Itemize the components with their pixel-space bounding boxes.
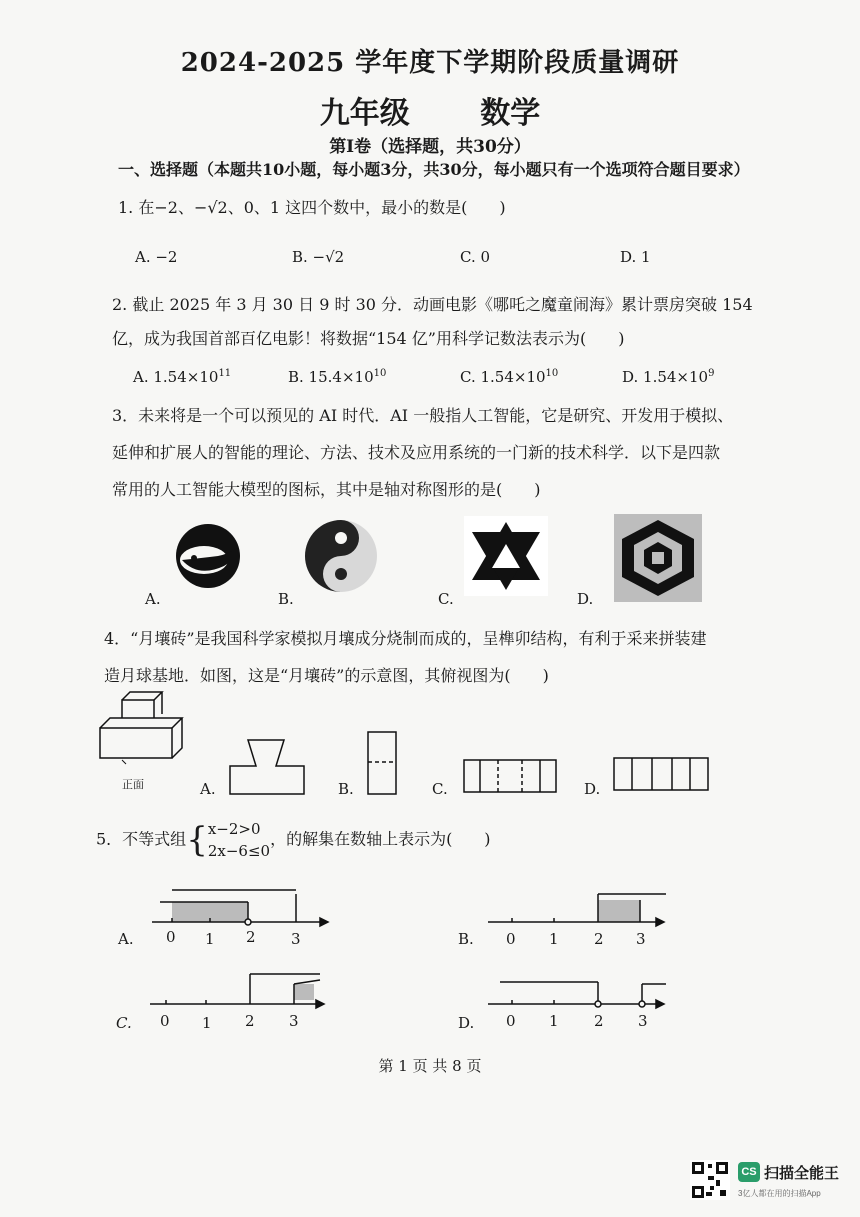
volume-heading: 第Ⅰ卷（选择题，共30分） <box>329 137 531 157</box>
subject-label: 数学 <box>480 96 541 131</box>
q1-option-b: B. −√2 <box>292 248 345 266</box>
q5-a-tick-1: 1 <box>205 930 215 948</box>
q2-option-d-base: D. 1.54×10 <box>622 368 709 386</box>
whale-logo-icon <box>168 520 248 590</box>
q2-option-c-base: C. 1.54×10 <box>460 368 546 386</box>
q3-option-a: A. <box>145 590 161 608</box>
moon-brick-figure <box>96 688 196 768</box>
q5-d-tick-3: 3 <box>638 1012 648 1030</box>
q5-c-tick-1: 1 <box>202 1014 212 1032</box>
q4-option-c: C. <box>432 780 448 798</box>
q5-d-tick-0: 0 <box>506 1012 516 1030</box>
q5-b-tick-0: 0 <box>506 930 516 948</box>
q4-option-a: A. <box>200 780 216 798</box>
exam-title: 2024-2025 学年度下学期阶段质量调研 <box>180 48 680 78</box>
q1-option-c: C. 0 <box>460 248 491 266</box>
q2-option-b-base: B. 15.4×10 <box>288 368 374 386</box>
q4-option-d: D. <box>584 780 601 798</box>
q1-stem-sqrt: −√2 <box>193 198 228 217</box>
camscanner-tagline: 3亿人都在用的扫描App <box>738 1189 821 1198</box>
qr-code-icon <box>690 1160 730 1200</box>
q3-option-c: C. <box>438 590 454 608</box>
question-3-line-3: 常用的人工智能大模型的图标，其中是轴对称图形的是( ) <box>112 480 541 499</box>
page-footer: 第 1 页 共 8 页 <box>378 1057 482 1075</box>
q1-stem-part-a: 1. 在−2、 <box>118 198 194 217</box>
camscanner-name: 扫描全能王 <box>764 1165 840 1182</box>
q5-d-tick-1: 1 <box>549 1012 559 1030</box>
q5-option-c: C. <box>116 1014 132 1032</box>
q5-option-c-numberline <box>148 966 328 1010</box>
q2-option-c <box>460 368 558 386</box>
question-1-stem <box>118 195 506 218</box>
q5-d-tick-2: 2 <box>594 1012 604 1030</box>
question-4-line-2: 造月球基地．如图，这是“月壤砖”的示意图，其俯视图为( ) <box>104 666 549 685</box>
q4-option-c-figure <box>462 758 558 794</box>
q2-option-a-exp: 11 <box>218 368 232 379</box>
q5-b-tick-3: 3 <box>636 930 646 948</box>
q2-option-b-exp: 10 <box>373 368 387 379</box>
q2-option-b <box>288 368 386 386</box>
question-2-line-2: 亿，成为我国首部百亿电影！将数据“154 亿”用科学记数法表示为( ) <box>112 329 625 348</box>
q3-option-d: D. <box>577 590 594 608</box>
q5-stem-part-a: 5．不等式组 <box>96 829 187 849</box>
q4-option-d-figure <box>612 756 710 792</box>
q1-option-a: A. −2 <box>135 248 178 266</box>
q5-stem-part-b: ，的解集在数轴上表示为( ) <box>270 829 491 849</box>
q5-option-b-numberline <box>486 884 666 928</box>
q5-c-tick-2: 2 <box>245 1012 255 1030</box>
q4-option-b-figure <box>366 730 398 796</box>
q5-option-b: B. <box>458 930 474 948</box>
q5-option-d-numberline <box>486 970 666 1014</box>
section-heading: 一、选择题（本题共10小题，每小题3分，共30分，每小题只有一个选项符合题目要求） <box>118 160 750 179</box>
q4-option-a-figure <box>228 738 308 798</box>
hexagram-logo-icon <box>464 516 548 596</box>
q4-option-b: B. <box>338 780 354 798</box>
hexagon-logo-icon <box>614 514 702 602</box>
yinyang-logo-icon <box>300 518 382 594</box>
q5-a-tick-2: 2 <box>246 928 256 946</box>
question-3-line-2: 延伸和扩展人的智能的理论、方法、技术及应用系统的一门新的技术科学．以下是四款 <box>112 443 721 462</box>
brace-glyph: { <box>186 820 208 860</box>
q5-option-a-numberline <box>150 884 330 928</box>
question-5-stem <box>96 818 491 862</box>
q2-option-a <box>133 368 231 386</box>
inequality-system <box>208 818 270 862</box>
grade-label: 九年级 <box>319 96 410 131</box>
q2-option-a-base: A. 1.54×10 <box>133 368 219 386</box>
q1-stem-part-b: 、0、1 这四个数中，最小的数是( ) <box>227 198 506 217</box>
q3-option-b: B. <box>278 590 294 608</box>
question-3-line-1: 3．未来将是一个可以预见的 AI 时代．AI 一般指人工智能，它是研究、开发用于模拟、 <box>112 406 734 425</box>
q5-option-d: D. <box>458 1014 475 1032</box>
inequality-1: x−2>0 <box>207 820 261 838</box>
q5-option-a: A. <box>118 930 134 948</box>
q1-option-d: D. 1 <box>620 248 651 266</box>
q2-option-d <box>622 368 714 386</box>
q5-b-tick-1: 1 <box>549 930 559 948</box>
camscanner-logo: CS <box>738 1162 760 1182</box>
q2-option-c-exp: 10 <box>545 368 559 379</box>
q5-c-tick-3: 3 <box>289 1012 299 1030</box>
q5-a-tick-3: 3 <box>291 930 301 948</box>
q2-option-d-exp: 9 <box>708 368 715 379</box>
q5-a-tick-0: 0 <box>166 928 176 946</box>
question-4-line-1: 4．“月壤砖”是我国科学家模拟月壤成分烧制而成的，呈榫卯结构，有利于采来拼装建 <box>104 629 707 648</box>
q5-c-tick-0: 0 <box>160 1012 170 1030</box>
front-view-label: 正面 <box>122 778 144 791</box>
inequality-2: 2x−6≤0 <box>207 842 271 860</box>
exam-subtitle <box>0 88 860 132</box>
question-2-line-1: 2. 截止 2025 年 3 月 30 日 9 时 30 分．动画电影《哪吒之魔童闹海》累计票房突破 154 <box>112 295 753 314</box>
q5-b-tick-2: 2 <box>594 930 604 948</box>
